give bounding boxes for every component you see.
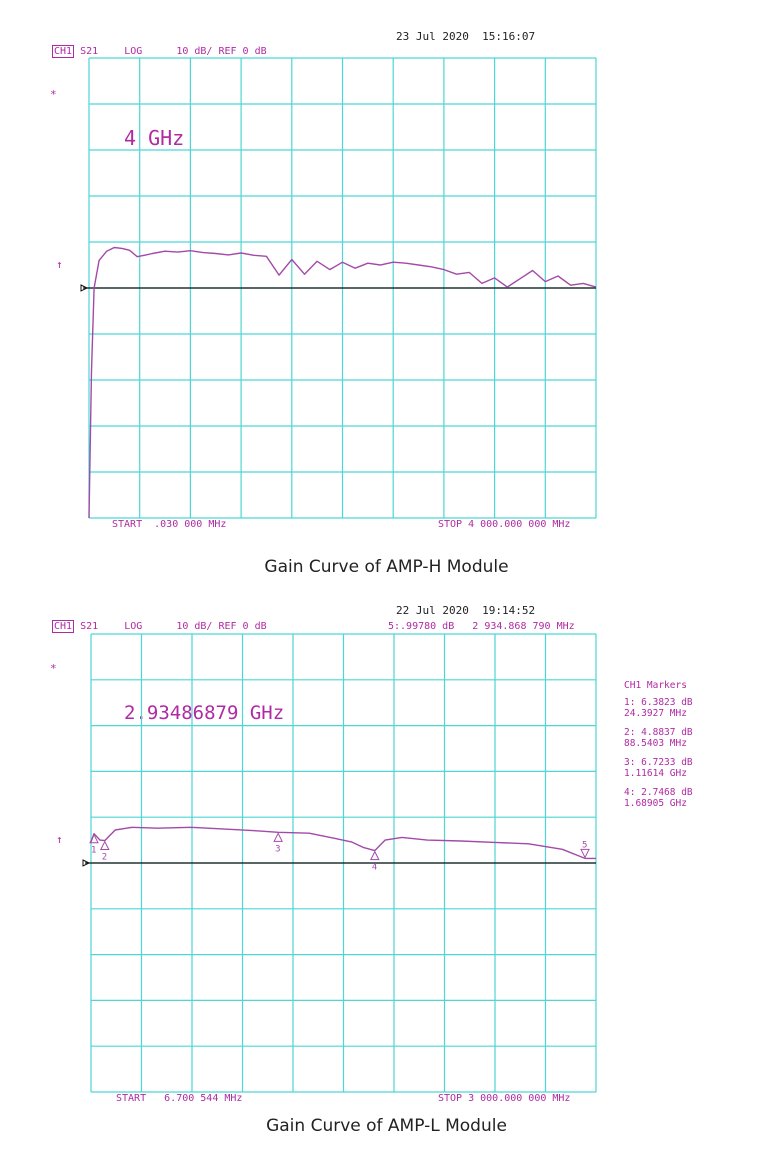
chart2-marker-4-label: 4 bbox=[371, 862, 378, 873]
chart2-caption: Gain Curve of AMP-L Module bbox=[266, 1116, 507, 1136]
chart1-channel: CH1 bbox=[54, 46, 73, 57]
chart2-param: S21 bbox=[80, 621, 99, 632]
marker-entry-2 bbox=[624, 727, 769, 749]
marker-entry-3-freq: 1.11614 GHz bbox=[624, 768, 687, 779]
chart2-star-symbol: * bbox=[50, 662, 57, 675]
marker-entry-1-value: 1: 6.3823 dB bbox=[624, 697, 693, 708]
chart1-format: LOG bbox=[124, 46, 143, 57]
marker-entry-2-value: 2: 4.8837 dB bbox=[624, 727, 693, 738]
chart2-stop-label: STOP 3 000.000 000 MHz bbox=[438, 1093, 571, 1104]
chart1-param: S21 bbox=[80, 46, 99, 57]
chart2-marker-4-icon bbox=[371, 852, 379, 860]
chart1-reference-marker-icon bbox=[81, 285, 87, 291]
chart1-timestamp: 23 Jul 2020 15:16:07 bbox=[396, 30, 536, 43]
chart2-marker-5-icon bbox=[581, 849, 589, 857]
marker-entry-3-value: 3: 6.7233 dB bbox=[624, 757, 693, 768]
marker-entry-4-freq: 1.68905 GHz bbox=[624, 798, 687, 809]
chart2-marker-readout: 5:.99780 dB 2 934.868 790 MHz bbox=[388, 621, 575, 632]
marker-entry-1 bbox=[624, 697, 769, 719]
chart2-channel: CH1 bbox=[54, 621, 73, 632]
chart1-series-line bbox=[89, 248, 596, 519]
chart2-freq-label: 2.93486879 GHz bbox=[124, 702, 285, 724]
chart2-header bbox=[52, 621, 267, 632]
chart2-format: LOG bbox=[124, 621, 143, 632]
chart1-caption: Gain Curve of AMP-H Module bbox=[264, 557, 509, 577]
marker-entry-1-freq: 24.3927 MHz bbox=[624, 708, 687, 719]
chart2-ref-arrow-icon: ↑ bbox=[56, 833, 63, 846]
chart2-marker-1-label: 1 bbox=[90, 845, 97, 856]
marker-entry-3 bbox=[624, 757, 769, 779]
markers-panel-title: CH1 Markers bbox=[624, 680, 687, 691]
chart1-scale: 10 dB/ REF 0 dB bbox=[176, 46, 267, 57]
chart1-freq-label: 4 GHz bbox=[124, 126, 185, 150]
marker-entry-2-freq: 88.5403 MHz bbox=[624, 738, 687, 749]
chart2-series-line bbox=[91, 827, 596, 858]
chart1-stop-label: STOP 4 000.000 000 MHz bbox=[438, 519, 571, 530]
chart1-header bbox=[52, 46, 267, 57]
markers-panel bbox=[624, 680, 769, 817]
chart2-timestamp: 22 Jul 2020 19:14:52 bbox=[396, 604, 536, 617]
chart2-marker-5-label: 5 bbox=[582, 840, 588, 851]
chart2-marker-3-label: 3 bbox=[275, 844, 281, 855]
chart2-scale: 10 dB/ REF 0 dB bbox=[176, 621, 267, 632]
chart1-star-symbol: * bbox=[50, 88, 57, 101]
chart2-marker-2-label: 2 bbox=[101, 852, 108, 863]
chart1-ref-arrow-icon: ↑ bbox=[56, 258, 63, 271]
chart2-marker-1-icon bbox=[90, 835, 98, 843]
chart2-marker-3-icon bbox=[274, 833, 282, 841]
chart2-markers bbox=[90, 833, 589, 872]
marker-entry-4-value: 4: 2.7468 dB bbox=[624, 787, 693, 798]
marker-entry-4 bbox=[624, 787, 769, 809]
chart2-start-label: START 6.700 544 MHz bbox=[116, 1093, 243, 1104]
chart2-marker-2-icon bbox=[101, 842, 109, 850]
chart2-reference-marker-icon bbox=[83, 860, 89, 866]
chart1-start-label: START .030 000 MHz bbox=[112, 519, 227, 530]
